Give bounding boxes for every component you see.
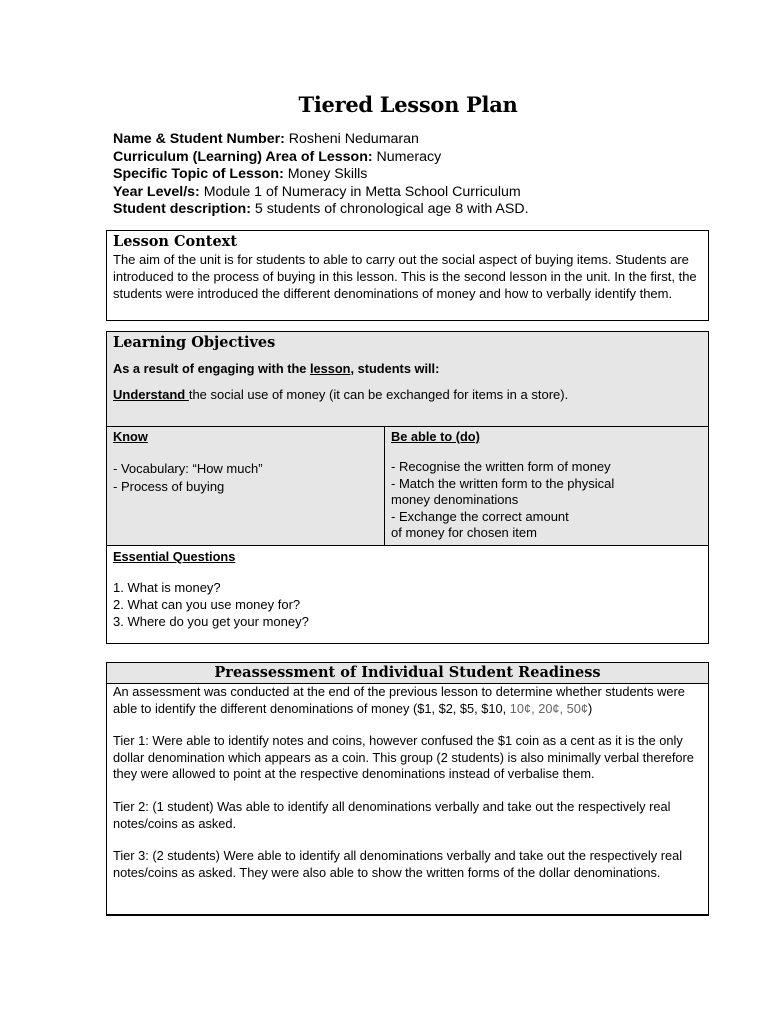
- desc-row: [113, 201, 529, 219]
- intro-part-c: , students will:: [350, 361, 440, 376]
- year-value: Module 1 of Numeracy in Metta School Curriculum: [199, 183, 521, 200]
- intro-part-b: lesson: [309, 361, 351, 376]
- tier-1-text: Tier 1: Were able to identify notes and coins, however confused the $1 coin as a cent as it is the only dollar denomination which appears as a coin. This group (2 students) is also minimally verbal therefore they were allowed to point at the respective denominations instead of verbalise them.: [113, 733, 694, 782]
- learning-objectives-header: [107, 332, 708, 403]
- essential-questions-list: [113, 579, 702, 630]
- area-value: Numeracy: [372, 148, 442, 165]
- know-list: [113, 460, 378, 496]
- question-item: 1. What is money?: [113, 580, 221, 595]
- do-item: of money for chosen item: [391, 525, 537, 540]
- lesson-context-box: [106, 230, 709, 321]
- preassessment-heading: Preassessment of Individual Student Readiness: [107, 663, 708, 684]
- know-item: - Process of buying: [113, 479, 225, 494]
- lesson-context-text: The aim of the unit is for students to able to carry out the social aspect of buying items. Students are introduced to the process of buying in this lesson. This is the second lesson in the unit. In the first, the students were introduced the different denominations of money and how to verbally identify them.: [113, 252, 697, 301]
- learning-objectives-heading: Learning Objectives: [113, 334, 276, 351]
- do-column: [385, 427, 708, 545]
- essential-questions-section: [107, 545, 708, 643]
- question-item: 2. What can you use money for?: [113, 597, 301, 612]
- name-row: [113, 131, 529, 149]
- do-item: - Recognise the written form of money: [391, 459, 611, 474]
- essential-questions-heading: Essential Questions: [113, 549, 236, 564]
- area-label: Curriculum (Learning) Area of Lesson:: [113, 148, 373, 165]
- do-item: money denominations: [391, 492, 519, 507]
- know-do-grid: [107, 426, 708, 546]
- know-column: [107, 427, 385, 545]
- name-label: Name & Student Number:: [113, 131, 285, 147]
- lesson-context-heading: Lesson Context: [113, 233, 238, 250]
- know-heading: Know: [113, 429, 148, 444]
- objectives-intro: [113, 361, 702, 376]
- topic-value: Money Skills: [283, 166, 368, 183]
- do-item: - Match the written form to the physical: [391, 475, 615, 491]
- desc-value: 5 students of chronological age 8 with ASD.: [250, 201, 529, 218]
- preassessment-intro: [113, 684, 702, 717]
- name-value: Rosheni Nedumaran: [284, 131, 419, 147]
- intro-close: ): [588, 700, 593, 716]
- year-label: Year Level/s:: [113, 183, 200, 200]
- topic-row: [113, 166, 529, 184]
- page-title: Tiered Lesson Plan: [298, 92, 518, 117]
- understand-text: the social use of money (it can be exchanged for items in a store).: [188, 387, 569, 402]
- tier-2-text: Tier 2: (1 student) Was able to identify all denominations verbally and take out the respectively real notes/coins as asked.: [113, 798, 671, 831]
- understand-label: Understand: [113, 387, 189, 402]
- learning-objectives-box: [106, 331, 709, 644]
- do-heading: Be able to (do): [391, 429, 480, 444]
- year-row: [113, 184, 529, 202]
- cent-values: 10¢, 20¢, 50¢: [509, 700, 589, 716]
- understand-line: [113, 386, 702, 403]
- tier-3-text: Tier 3: (2 students) Were able to identify all denominations verbally and take out the respectively real notes/coins as asked. They were also able to show the written forms of the dollar denominations.: [113, 848, 683, 880]
- question-item: 3. Where do you get your money?: [113, 614, 309, 629]
- intro-text: An assessment was conducted at the end of the previous lesson to determine whether students were able to identify the different denominations of money ($1, $2, $5, $10,: [113, 684, 685, 716]
- intro-part-a: As a result of engaging with the: [113, 361, 310, 376]
- area-row: [113, 149, 529, 167]
- student-info-block: [113, 131, 529, 219]
- know-item: - Vocabulary: “How much”: [113, 461, 263, 476]
- preassessment-body: [107, 684, 708, 881]
- do-list: [391, 459, 702, 542]
- topic-label: Specific Topic of Lesson:: [113, 166, 284, 183]
- desc-label: Student description:: [113, 201, 251, 218]
- do-item: - Exchange the correct amount: [391, 508, 569, 524]
- preassessment-box: [106, 662, 709, 916]
